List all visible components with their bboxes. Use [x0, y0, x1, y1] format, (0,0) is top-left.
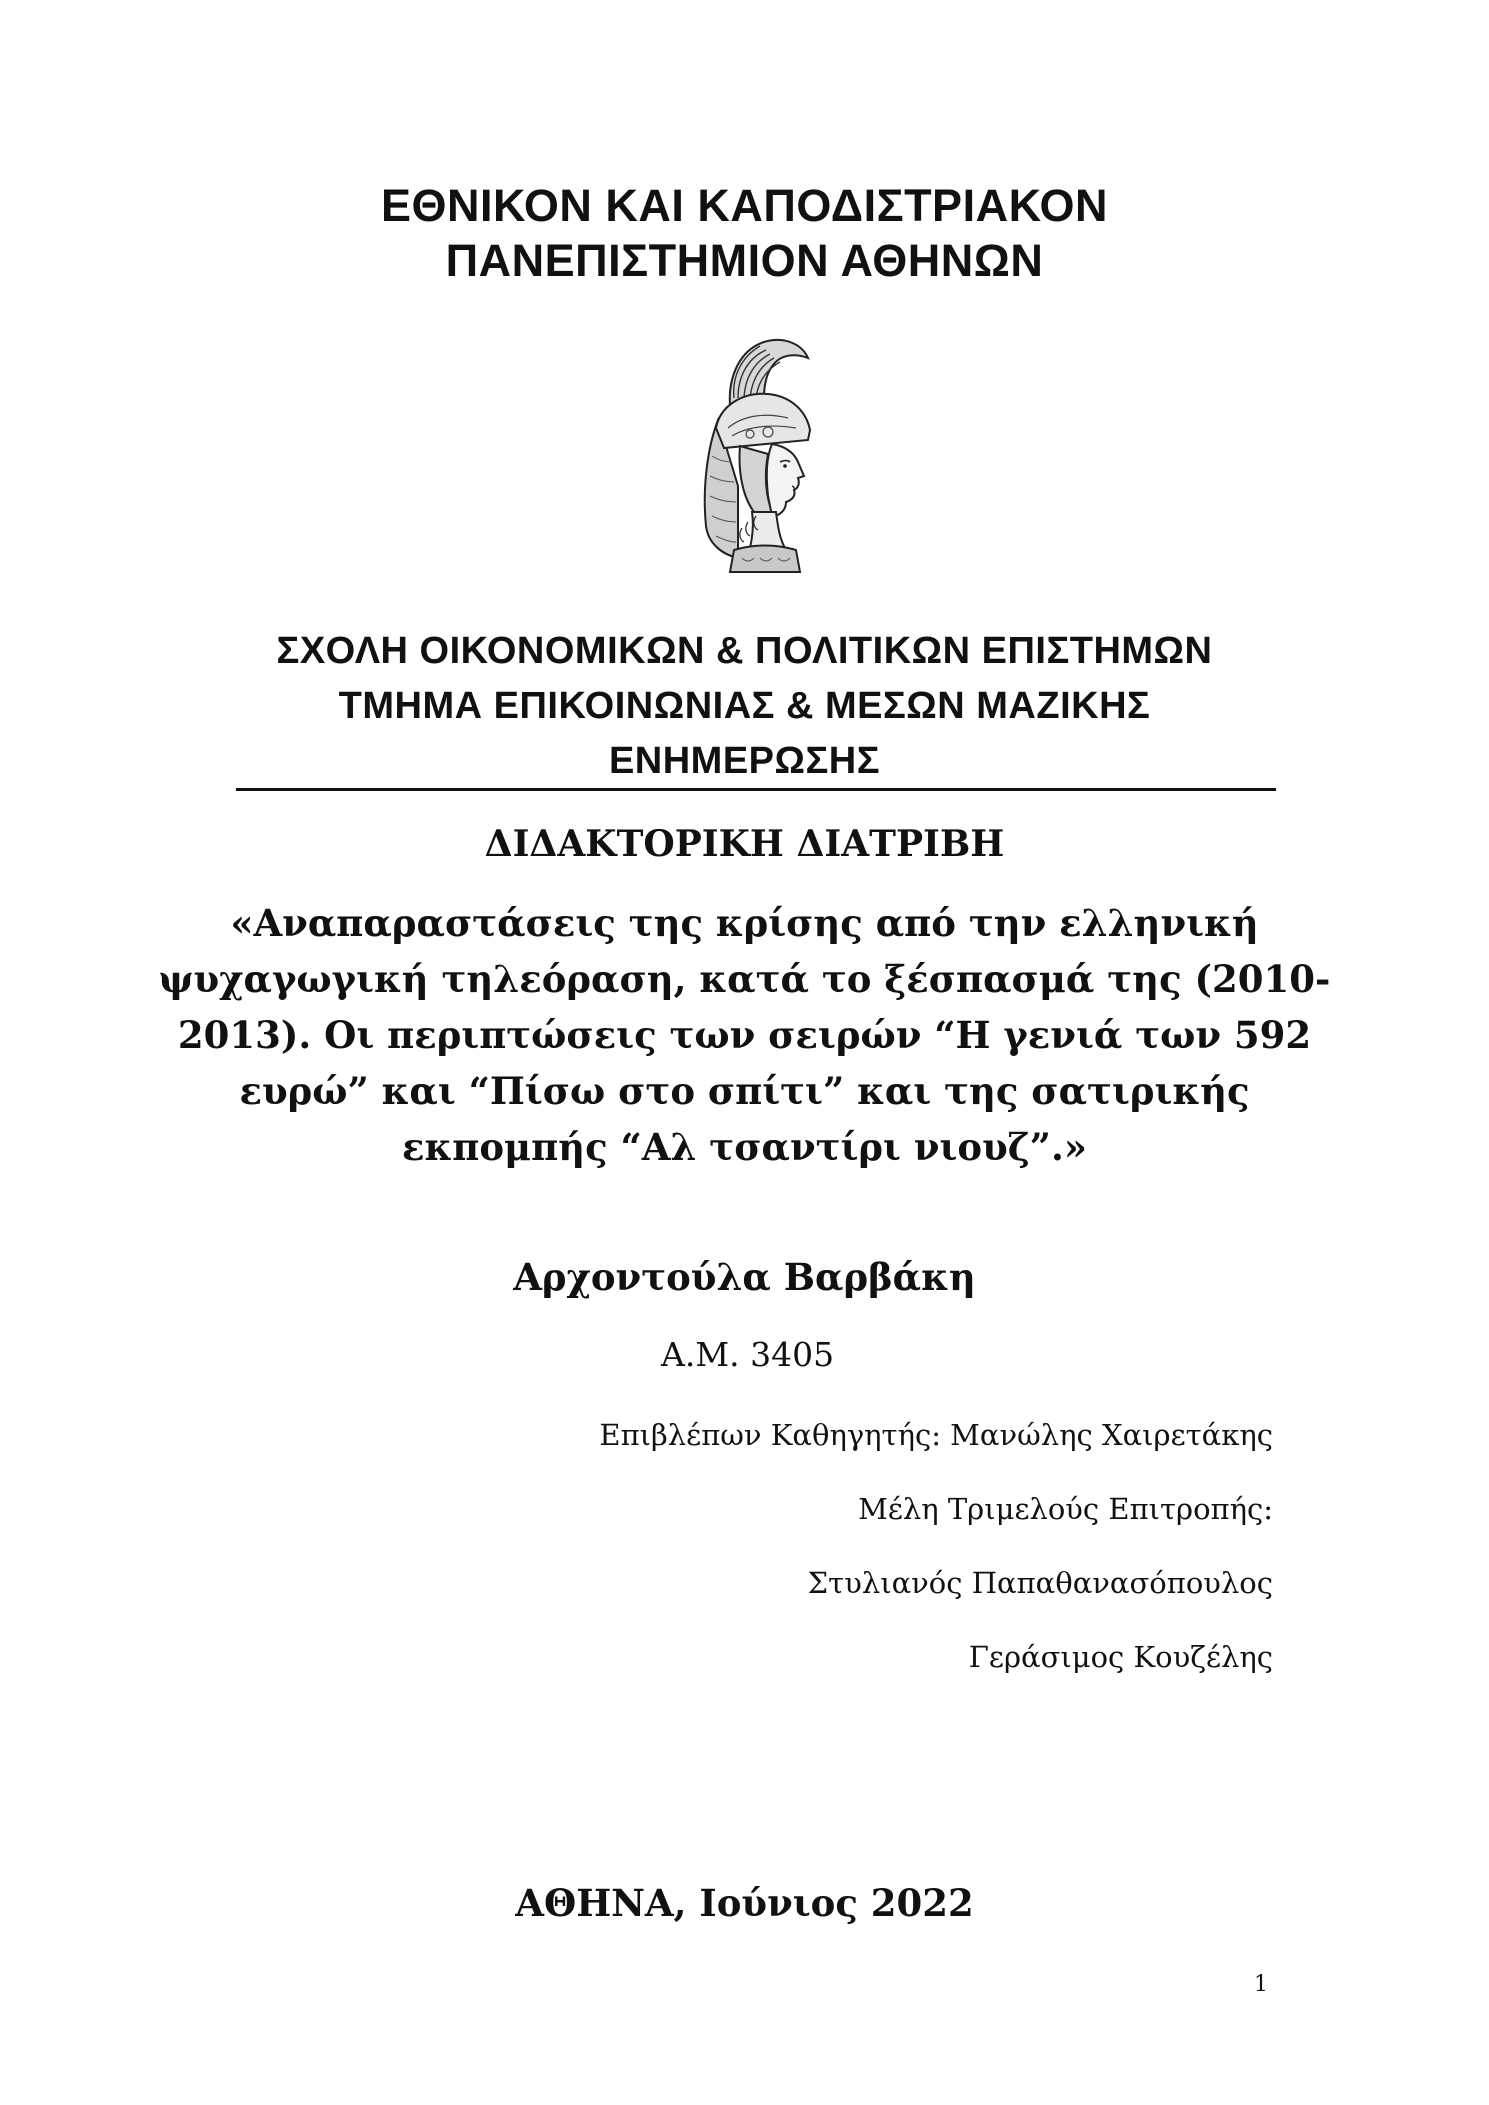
school-name: ΣΧΟΛΗ ΟΙΚΟΝΟΜΙΚΩΝ & ΠΟΛΙΤΙΚΩΝ ΕΠΙΣΤΗΜΩΝ [276, 630, 1213, 672]
department-name-line-1: ΤΜΗΜΑ ΕΠΙΚΟΙΝΩΝΙΑΣ & ΜΕΣΩΝ ΜΑΖΙΚΗΣ [338, 685, 1151, 727]
thesis-title-line: ψυχαγωγική τηλεόραση, κατά το ξέσπασμά της (2010- [158, 957, 1331, 1001]
page-number: 1 [1254, 1972, 1268, 1997]
place-and-date: ΑΘΗΝΑ, Ιούνιος 2022 [515, 1881, 974, 1925]
thesis-title-line: εκπομπής “Αλ τσαντίρι νιουζ”.» [402, 1125, 1087, 1169]
university-name [0, 178, 1489, 288]
thesis-title-line: 2013). Οι περιπτώσεις των σειρών “Η γενιά των 592 [177, 1013, 1312, 1057]
supervisor: Επιβλέπων Καθηγητής: Μανώλης Χαιρετάκης [599, 1418, 1273, 1452]
student-id: Α.Μ. 3405 [661, 1335, 835, 1374]
document-type: ΔΙΔΑΚΤΟΡΙΚΗ ΔΙΑΤΡΙΒΗ [484, 823, 1005, 865]
university-name-line-2: ΠΑΝΕΠΙΣΤΗΜΙΟΝ ΑΘΗΝΩΝ [445, 235, 1044, 286]
horizontal-divider [236, 788, 1276, 791]
committee-label: Μέλη Τριμελούς Επιτροπής: [858, 1492, 1273, 1526]
department-name-line-2: ΕΝΗΜΕΡΩΣΗΣ [608, 740, 881, 782]
author-name: Αρχοντούλα Βαρβάκη [513, 1255, 976, 1299]
thesis-title [0, 895, 1489, 1175]
university-name-line-1: ΕΘΝΙΚΟΝ ΚΑΙ ΚΑΠΟΔΙΣΤΡΙΑΚΟΝ [380, 180, 1109, 231]
thesis-title-line: ευρώ” και “Πίσω στο σπίτι” και της σατιρικής [239, 1069, 1250, 1113]
committee-member: Στυλιανός Παπαθανασόπουλος [807, 1566, 1273, 1600]
athena-helmet-emblem-icon [668, 336, 828, 576]
faculty-and-department [0, 624, 1489, 789]
committee-member: Γεράσιμος Κουζέλης [968, 1640, 1273, 1674]
thesis-title-line: «Αναπαραστάσεις της κρίσης από την ελληνική [230, 901, 1259, 945]
